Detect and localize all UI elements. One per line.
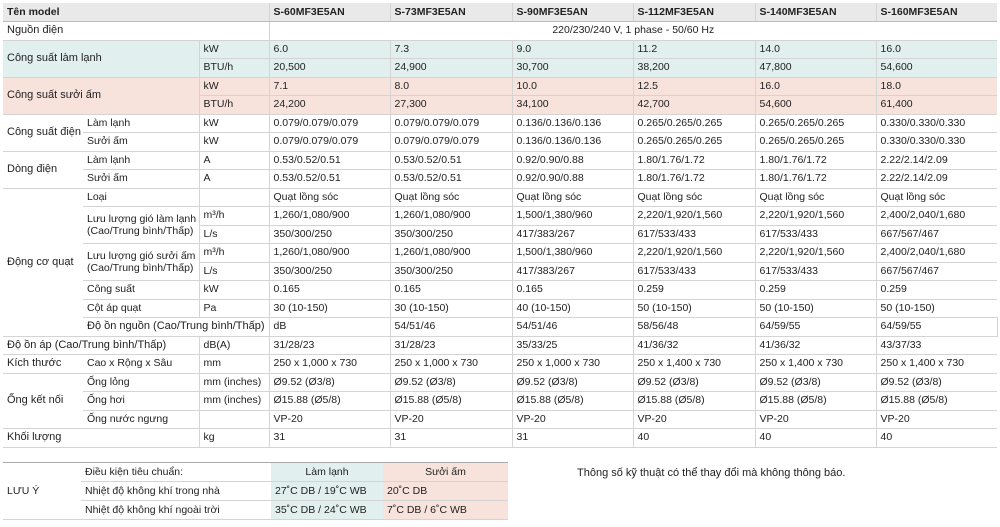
value-cell: 0.265/0.265/0.265 xyxy=(755,133,876,152)
unit-cell: A xyxy=(199,151,269,170)
value-cell: Ø15.88 (Ø5/8) xyxy=(755,392,876,411)
current-row xyxy=(3,170,997,189)
cooling-capacity-label: Công suất làm lạnh xyxy=(3,40,199,77)
note-table xyxy=(3,462,508,520)
value-cell: 1,260/1,080/900 xyxy=(269,244,390,263)
note-header-row xyxy=(3,463,508,482)
sub-label: Ống lỏng xyxy=(83,373,199,392)
unit-cell: kg xyxy=(199,429,269,448)
value-cell: 47,800 xyxy=(755,59,876,78)
value-cell: Ø9.52 (Ø3/8) xyxy=(633,373,755,392)
value-cell: 50 (10-150) xyxy=(633,299,755,318)
value-cell: 41/36/32 xyxy=(755,336,876,355)
note-condition-label: Điều kiện tiêu chuẩn: xyxy=(81,463,271,482)
value-cell: 50 (10-150) xyxy=(755,299,876,318)
value-cell: 2.22/2.14/2.09 xyxy=(876,170,997,189)
value-cell: 2,400/2,040/1,680 xyxy=(876,207,997,226)
value-cell: 617/533/433 xyxy=(633,225,755,244)
value-cell: 24,900 xyxy=(390,59,512,78)
value-cell: 2.22/2.14/2.09 xyxy=(876,151,997,170)
spec-table xyxy=(3,3,997,448)
value-cell: 0.265/0.265/0.265 xyxy=(755,114,876,133)
value-cell: 0.53/0.52/0.51 xyxy=(390,170,512,189)
value-cell: 61,400 xyxy=(876,96,997,115)
value-cell: VP-20 xyxy=(755,410,876,429)
value-cell: 43/37/33 xyxy=(876,336,997,355)
value-cell: 58/56/48 xyxy=(633,318,755,337)
value-cell: 64/59/55 xyxy=(876,318,997,337)
note-cool-value: 27˚C DB / 19˚C WB xyxy=(271,482,383,501)
value-cell: Quạt lồng sóc xyxy=(755,188,876,207)
value-cell: 1.80/1.76/1.72 xyxy=(755,170,876,189)
value-cell: Quạt lồng sóc xyxy=(269,188,390,207)
unit-cell xyxy=(199,410,269,429)
note-heat-header: Sưởi ấm xyxy=(383,463,508,482)
value-cell: 1.80/1.76/1.72 xyxy=(633,151,755,170)
value-cell: 40 xyxy=(633,429,755,448)
value-cell: 12.5 xyxy=(633,77,755,96)
value-cell: Quạt lồng sóc xyxy=(512,188,633,207)
power-source-label: Nguồn điện xyxy=(3,22,269,41)
power-input-row xyxy=(3,133,997,152)
value-cell: Quạt lồng sóc xyxy=(876,188,997,207)
value-cell: 31/28/23 xyxy=(390,336,512,355)
value-cell: 7.3 xyxy=(390,40,512,59)
value-cell: 0.079/0.079/0.079 xyxy=(269,114,390,133)
fan-output-row xyxy=(3,281,997,300)
sub-label: Sưởi ấm xyxy=(83,170,199,189)
value-cell: 0.165 xyxy=(390,281,512,300)
noise-power-label: Độ ồn nguồn (Cao/Trung bình/Thấp) xyxy=(83,318,269,337)
sub-label: Công suất xyxy=(83,281,199,300)
current-row xyxy=(3,151,997,170)
value-cell: Quạt lồng sóc xyxy=(390,188,512,207)
value-cell: 0.92/0.90/0.88 xyxy=(512,151,633,170)
value-cell: 64/59/55 xyxy=(755,318,876,337)
value-cell: 31 xyxy=(512,429,633,448)
value-cell: 8.0 xyxy=(390,77,512,96)
value-cell: 14.0 xyxy=(755,40,876,59)
unit-cell: kW xyxy=(199,133,269,152)
value-cell: Quạt lồng sóc xyxy=(633,188,755,207)
fan-airflow-row xyxy=(3,207,997,226)
value-cell: 0.165 xyxy=(269,281,390,300)
value-cell: Ø9.52 (Ø3/8) xyxy=(876,373,997,392)
value-cell: 54,600 xyxy=(755,96,876,115)
value-cell: VP-20 xyxy=(633,410,755,429)
sub-label: Cột áp quạt xyxy=(83,299,199,318)
model-name: S-112MF3E5AN xyxy=(633,3,755,22)
note-heat-value: 20˚C DB xyxy=(383,482,508,501)
fan-airflow-row xyxy=(3,244,997,263)
value-cell: 1,260/1,080/900 xyxy=(390,207,512,226)
sub-label: Làm lạnh xyxy=(83,151,199,170)
note-row-outdoor xyxy=(3,501,508,520)
sub-label: Lưu lượng gió sưởi ấm (Cao/Trung bình/Thấp) xyxy=(83,244,199,281)
value-cell: 0.136/0.136/0.136 xyxy=(512,133,633,152)
unit-cell: L/s xyxy=(199,225,269,244)
sub-label: Cao x Rộng x Sâu xyxy=(83,355,199,374)
value-cell: 0.165 xyxy=(512,281,633,300)
value-cell: 7.1 xyxy=(269,77,390,96)
fan-motor-label: Động cơ quạt xyxy=(3,188,83,336)
value-cell: 35/33/25 xyxy=(512,336,633,355)
unit-cell: A xyxy=(199,170,269,189)
unit-cell: BTU/h xyxy=(199,96,269,115)
heating-capacity-row xyxy=(3,77,997,96)
weight-row xyxy=(3,429,997,448)
header-label: Tên model xyxy=(3,3,269,22)
value-cell: 18.0 xyxy=(876,77,997,96)
piping-row xyxy=(3,410,997,429)
value-cell: VP-20 xyxy=(390,410,512,429)
value-cell: 250 x 1,000 x 730 xyxy=(269,355,390,374)
sub-label: Lưu lượng gió làm lạnh (Cao/Trung bình/Thấp) xyxy=(83,207,199,244)
value-cell: 250 x 1,000 x 730 xyxy=(390,355,512,374)
value-cell: 2,220/1,920/1,560 xyxy=(755,244,876,263)
value-cell: 54/51/46 xyxy=(390,318,512,337)
value-cell: 50 (10-150) xyxy=(876,299,997,318)
value-cell: 31 xyxy=(390,429,512,448)
note-section xyxy=(3,462,508,520)
value-cell: 0.330/0.330/0.330 xyxy=(876,133,997,152)
value-cell: 24,200 xyxy=(269,96,390,115)
heating-capacity-label: Công suất sưởi ấm xyxy=(3,77,199,114)
value-cell: Ø15.88 (Ø5/8) xyxy=(876,392,997,411)
value-cell: 20,500 xyxy=(269,59,390,78)
piping-row xyxy=(3,392,997,411)
value-cell: 38,200 xyxy=(633,59,755,78)
value-cell: 2,400/2,040/1,680 xyxy=(876,244,997,263)
value-cell: VP-20 xyxy=(876,410,997,429)
power-source-value: 220/230/240 V, 1 phase - 50/60 Hz xyxy=(269,22,997,41)
note-heat-value: 7˚C DB / 6˚C WB xyxy=(383,501,508,520)
value-cell: 1,260/1,080/900 xyxy=(390,244,512,263)
note-row-label: Nhiệt độ không khí ngoài trời xyxy=(81,501,271,520)
value-cell: 6.0 xyxy=(269,40,390,59)
value-cell: 0.53/0.52/0.51 xyxy=(390,151,512,170)
value-cell: 11.2 xyxy=(633,40,755,59)
unit-cell: m³/h xyxy=(199,244,269,263)
value-cell: 40 xyxy=(876,429,997,448)
value-cell: 2,220/1,920/1,560 xyxy=(633,207,755,226)
value-cell: Ø9.52 (Ø3/8) xyxy=(755,373,876,392)
unit-cell: dB xyxy=(269,318,390,337)
value-cell: Ø9.52 (Ø3/8) xyxy=(269,373,390,392)
value-cell: 10.0 xyxy=(512,77,633,96)
noise-pressure-row xyxy=(3,336,997,355)
value-cell: 0.265/0.265/0.265 xyxy=(633,133,755,152)
piping-row xyxy=(3,373,997,392)
power-source-row xyxy=(3,22,997,41)
note-label: LƯU Ý xyxy=(7,485,40,497)
unit-cell: L/s xyxy=(199,262,269,281)
noise-pressure-label: Độ ồn áp (Cao/Trung bình/Thấp) xyxy=(3,336,199,355)
fan-static_pressure-row xyxy=(3,299,997,318)
disclaimer-text: Thông số kỹ thuật có thể thay đổi mà không thông báo. xyxy=(577,467,846,479)
value-cell: Ø9.52 (Ø3/8) xyxy=(390,373,512,392)
dimensions-label: Kích thước xyxy=(3,355,83,374)
value-cell: 250 x 1,400 x 730 xyxy=(876,355,997,374)
model-name: S-140MF3E5AN xyxy=(755,3,876,22)
unit-cell: m³/h xyxy=(199,207,269,226)
sub-label: Sưởi ấm xyxy=(83,133,199,152)
value-cell: Ø15.88 (Ø5/8) xyxy=(633,392,755,411)
value-cell: 9.0 xyxy=(512,40,633,59)
value-cell: 34,100 xyxy=(512,96,633,115)
value-cell: 0.53/0.52/0.51 xyxy=(269,170,390,189)
value-cell: 31/28/23 xyxy=(269,336,390,355)
value-cell: 1,500/1,380/960 xyxy=(512,207,633,226)
value-cell: 417/383/267 xyxy=(512,262,633,281)
value-cell: 42,700 xyxy=(633,96,755,115)
unit-cell: kW xyxy=(199,114,269,133)
value-cell: Ø9.52 (Ø3/8) xyxy=(512,373,633,392)
value-cell: 54,600 xyxy=(876,59,997,78)
value-cell: 0.265/0.265/0.265 xyxy=(633,114,755,133)
value-cell: 350/300/250 xyxy=(269,262,390,281)
value-cell: VP-20 xyxy=(512,410,633,429)
value-cell: 40 (10-150) xyxy=(512,299,633,318)
value-cell: 30 (10-150) xyxy=(390,299,512,318)
value-cell: 350/300/250 xyxy=(390,262,512,281)
value-cell: 667/567/467 xyxy=(876,225,997,244)
power-input-row xyxy=(3,114,997,133)
value-cell: 0.92/0.90/0.88 xyxy=(512,170,633,189)
value-cell: 2,220/1,920/1,560 xyxy=(633,244,755,263)
unit-cell: mm (inches) xyxy=(199,373,269,392)
value-cell: 667/567/467 xyxy=(876,262,997,281)
value-cell: 16.0 xyxy=(755,77,876,96)
value-cell: 0.330/0.330/0.330 xyxy=(876,114,997,133)
value-cell: 617/533/433 xyxy=(755,262,876,281)
value-cell: 27,300 xyxy=(390,96,512,115)
sub-label: Ống hơi xyxy=(83,392,199,411)
value-cell: 0.53/0.52/0.51 xyxy=(269,151,390,170)
note-spacer xyxy=(3,463,81,482)
value-cell: Ø15.88 (Ø5/8) xyxy=(269,392,390,411)
model-name: S-73MF3E5AN xyxy=(390,3,512,22)
power-input-label: Công suất điện xyxy=(3,114,83,151)
model-name: S-160MF3E5AN xyxy=(876,3,997,22)
unit-cell: BTU/h xyxy=(199,59,269,78)
value-cell: 1.80/1.76/1.72 xyxy=(755,151,876,170)
note-cool-value: 35˚C DB / 24˚C WB xyxy=(271,501,383,520)
weight-label: Khối lượng xyxy=(3,429,199,448)
value-cell: 617/533/433 xyxy=(755,225,876,244)
unit-cell: Pa xyxy=(199,299,269,318)
note-row-indoor xyxy=(3,482,508,501)
value-cell: 2,220/1,920/1,560 xyxy=(755,207,876,226)
unit-cell: kW xyxy=(199,281,269,300)
unit-cell: kW xyxy=(199,40,269,59)
value-cell: 350/300/250 xyxy=(269,225,390,244)
value-cell: Ø15.88 (Ø5/8) xyxy=(512,392,633,411)
sub-label: Ống nước ngưng xyxy=(83,410,199,429)
model-name: S-90MF3E5AN xyxy=(512,3,633,22)
value-cell: 0.259 xyxy=(876,281,997,300)
value-cell: 31 xyxy=(269,429,390,448)
note-spacer xyxy=(3,501,81,520)
value-cell: 0.079/0.079/0.079 xyxy=(269,133,390,152)
value-cell: 40 xyxy=(755,429,876,448)
note-cool-header: Làm lạnh xyxy=(271,463,383,482)
value-cell: Ø15.88 (Ø5/8) xyxy=(390,392,512,411)
sub-label: Làm lạnh xyxy=(83,114,199,133)
value-cell: 30,700 xyxy=(512,59,633,78)
piping-label: Ống kết nối xyxy=(3,373,83,429)
dimensions-row xyxy=(3,355,997,374)
value-cell: 16.0 xyxy=(876,40,997,59)
noise-power-row xyxy=(3,318,997,337)
value-cell: 0.079/0.079/0.079 xyxy=(390,114,512,133)
unit-cell: mm (inches) xyxy=(199,392,269,411)
value-cell: 617/533/433 xyxy=(633,262,755,281)
unit-cell xyxy=(199,188,269,207)
unit-cell: mm xyxy=(199,355,269,374)
sub-label: Loại xyxy=(83,188,199,207)
unit-cell: kW xyxy=(199,77,269,96)
value-cell: 1,500/1,380/960 xyxy=(512,244,633,263)
value-cell: 54/51/46 xyxy=(512,318,633,337)
value-cell: 0.136/0.136/0.136 xyxy=(512,114,633,133)
fan-type-row xyxy=(3,188,997,207)
value-cell: 0.079/0.079/0.079 xyxy=(390,133,512,152)
value-cell: 0.259 xyxy=(633,281,755,300)
spec-table-body xyxy=(3,3,997,447)
value-cell: 41/36/32 xyxy=(633,336,755,355)
value-cell: 250 x 1,000 x 730 xyxy=(512,355,633,374)
unit-cell: dB(A) xyxy=(199,336,269,355)
cooling-capacity-row xyxy=(3,40,997,59)
value-cell: 1.80/1.76/1.72 xyxy=(633,170,755,189)
value-cell: 250 x 1,400 x 730 xyxy=(633,355,755,374)
note-row-label: Nhiệt độ không khí trong nhà xyxy=(81,482,271,501)
value-cell: VP-20 xyxy=(269,410,390,429)
current-label: Dòng điện xyxy=(3,151,83,188)
value-cell: 1,260/1,080/900 xyxy=(269,207,390,226)
value-cell: 417/383/267 xyxy=(512,225,633,244)
model-name: S-60MF3E5AN xyxy=(269,3,390,22)
value-cell: 0.259 xyxy=(755,281,876,300)
header-row xyxy=(3,3,997,22)
value-cell: 250 x 1,400 x 730 xyxy=(755,355,876,374)
value-cell: 350/300/250 xyxy=(390,225,512,244)
value-cell: 30 (10-150) xyxy=(269,299,390,318)
